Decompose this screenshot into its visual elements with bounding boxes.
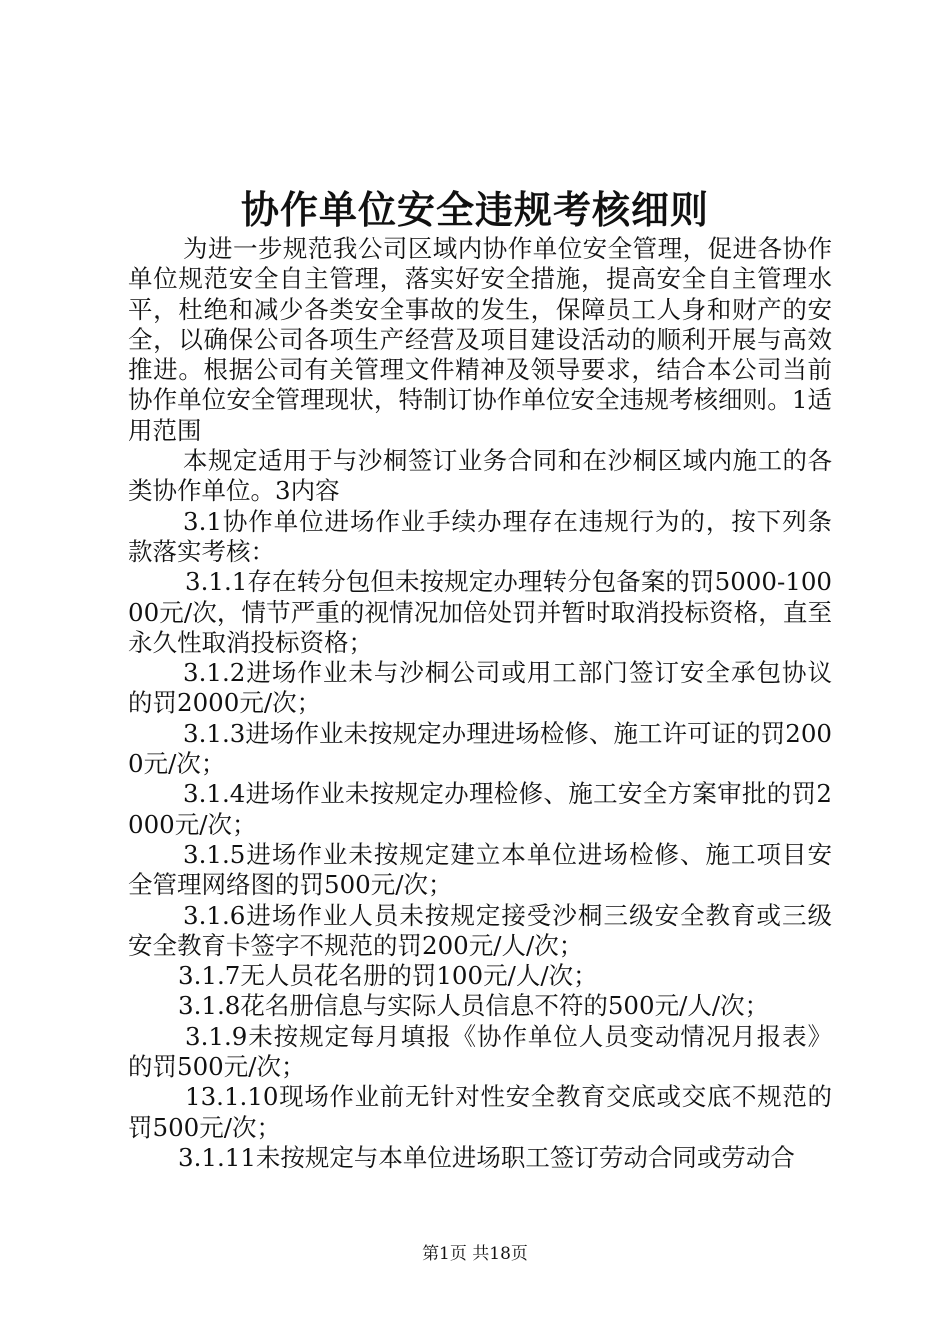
paragraph-3-1-6: 3.1.6进场作业人员未按规定接受沙桐三级安全教育或三级安全教育卡签字不规范的罚200元/人/次； [128, 900, 832, 960]
paragraph-3-1-9: 3.1.9未按规定每月填报《协作单位人员变动情况月报表》的罚500元/次； [128, 1021, 832, 1082]
document-title: 协作单位安全违规考核细则 [240, 187, 709, 232]
paragraph-scope: 本规定适用于与沙桐签订业务合同和在沙桐区域内施工的各类协作单位。3内容 [128, 446, 832, 506]
paragraph-3-1-4: 3.1.4进场作业未按规定办理检修、施工安全方案审批的罚2000元/次； [128, 779, 832, 839]
paragraph-3-1-11: 3.1.11未按规定与本单位进场职工签订劳动合同或劳动合 [178, 1142, 795, 1172]
page-number-footer: 第1页 共18页 [422, 1244, 528, 1264]
paragraph-3-1-2: 3.1.2进场作业未与沙桐公司或用工部门签订安全承包协议的罚2000元/次； [128, 658, 832, 718]
paragraph-3-1-10: 13.1.10现场作业前无针对性安全教育交底或交底不规范的罚500元/次； [128, 1082, 832, 1142]
paragraph-3-1-3: 3.1.3进场作业未按规定办理进场检修、施工许可证的罚2000元/次； [128, 718, 832, 779]
paragraph-3-1-7: 3.1.7无人员花名册的罚100元/人/次； [178, 961, 598, 991]
paragraph-3-1-5: 3.1.5进场作业未按规定建立本单位进场检修、施工项目安全管理网络图的罚500元/次； [128, 839, 832, 900]
paragraph-intro: 为进一步规范我公司区域内协作单位安全管理，促进各协作单位规范安全自主管理，落实好安全措施，提高安全自主管理水平，杜绝和减少各类安全事故的发生，保障员工人身和财产的安全，以确保公司各项生产经营及项目建设活动的顺利开展与高效推进。根据公司有关管理文件精神及领导要求，结合本公司当前协作单位安全管理现状，特制订协作单位安全违规考核细则。1适用范围 [128, 234, 832, 445]
paragraph-3-1-1: 3.1.1存在转分包但未按规定办理转分包备案的罚5000-10000元/次，情节严重的视情况加倍处罚并暂时取消投标资格，直至永久性取消投标资格； [128, 567, 832, 657]
document-body [128, 234, 832, 1173]
paragraph-3-1-8: 3.1.8花名册信息与实际人员信息不符的500元/人/次； [178, 991, 770, 1021]
paragraph-3-1: 3.1协作单位进场作业手续办理存在违规行为的，按下列条款落实考核： [128, 506, 832, 566]
